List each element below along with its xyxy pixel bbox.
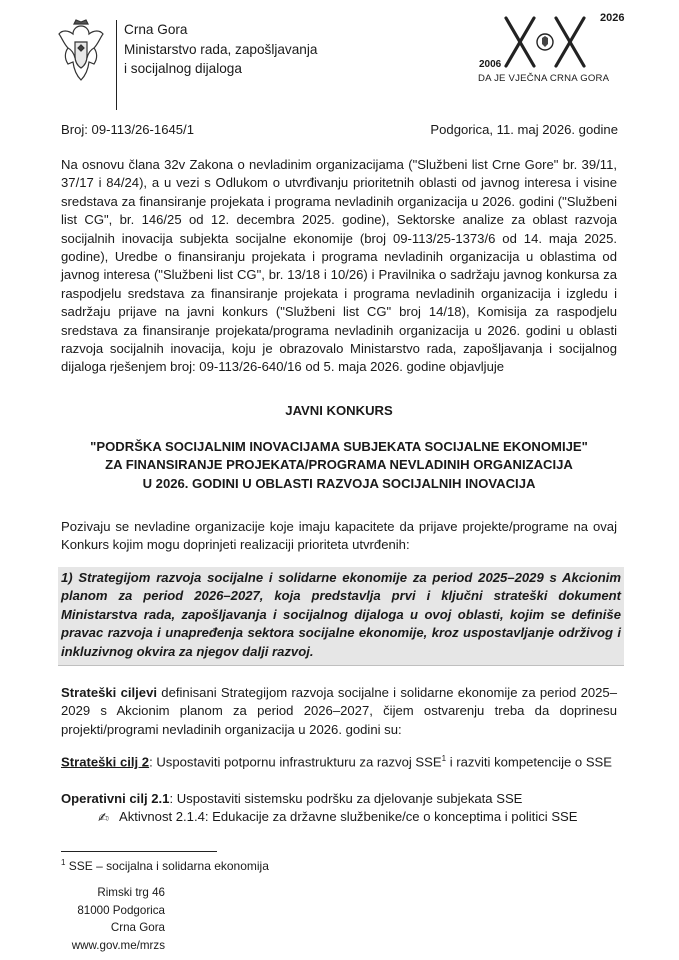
address-line: Rimski trg 46 [97,886,165,899]
website-link[interactable]: www.gov.me/mrzs [71,939,165,953]
footnote-text: SSE – socijalna i solidarna ekonomija [65,859,269,873]
subtitle-line: ZA FINANSIRANJE PROJEKATA/PROGRAMA NEVLADINIH ORGANIZACIJA [105,457,573,473]
address-line: 81000 Podgorica [77,903,165,917]
strategic-goal-2 [61,750,661,772]
footnote-reference: 1 [441,754,447,763]
invitation-paragraph: Pozivaju se nevladine organizacije koje imaju kapacitete da prijave projekte/programe na ovaj Konkurs kojim mogu doprinjeti realizaciji prioriteta utvrđenih: [61,519,617,553]
ministry-line: Ministarstvo rada, zapošljavanja [124,41,318,57]
strategic-goal-lead: Strateški cilj 2 [61,754,150,770]
jubilee-year-right: 2026 [600,12,625,24]
document-title: JAVNI KONKURS [285,403,393,418]
strategic-goals-text: definisani Strategijom razvoja socijalne i solidarne ekonomije za period 2025–2029 s Akcionim planom za period 2026–2027, čijem ostvarenju treba da doprinesu projekti/programi nevladinih organizacija u 2026. godini su: [61,685,617,737]
activity-item: Aktivnost 2.1.4: Edukacije za državne službenike/ce o konceptima i politici SSE [119,809,578,824]
place-and-date: Podgorica, 11. maj 2026. godine [430,122,618,137]
operational-goal-lead: Operativni cilj 2.1 [61,791,170,806]
address-line: Crna Gora [110,921,165,935]
subtitle-line: "PODRŠKA SOCIJALNIM INOVACIJAMA SUBJEKATA SOCIJALNE EKONOMIJE" [90,439,588,454]
document-number: Broj: 09-113/26-1645/1 [61,122,194,137]
operational-goal [61,790,641,808]
subtitle-line: U 2026. GODINI U OBLASTI RAZVOJA SOCIJALNIH INOVACIJA [142,475,536,491]
document-subtitle [61,438,617,493]
ministry-line: Crna Gora [124,22,188,37]
strategic-goal-text: : Uspostaviti potpornu infrastrukturu za razvoj SSE [149,754,442,770]
pencil-bullet-icon: ✍ [98,810,109,825]
footnote [61,858,269,873]
footnote-divider [61,851,217,852]
ministry-name [124,20,317,79]
strategic-goal-text-after: i razviti kompetencije o SSE [446,754,613,770]
strategic-goals-lead: Strateški ciljevi [61,685,158,700]
operational-goal-text: : Uspostaviti sistemsku podršku za djelovanje subjekata SSE [169,791,523,806]
legal-basis-paragraph: Na osnovu člana 32v Zakona o nevladinim organizacijama ("Službeni list Crne Gore" br. 39/11, 37/17 i 84/24), a u vezi s Odlukom o utvrđivanju prioritetnih oblasti od javnog interesa i visine sredstava za finansiranje projekata i programa nevladinih organizacija u 2026. godini ("Službeni list CG", br. 146/25 od 12. decembra 2025. godine), Sektorske analize za oblast razvoja socijalnih inovacija subjekta socijalne ekonomije (broj 09-113/25-1373/6 od 14. maja 2025. godine), Uredbe o finansiranju projekata i programa nevladinih organizacija u oblastima od javnog interesa ("Službeni list CG", br. 13/18 i 10/26) i Pravilnika o sadržaju javnog konkursa za raspodjelu sredstava za finansiranje projekata i programa nevladinih organizacija i izgledu i sadržaju prijave na javni konkurs ("Službeni list CG" broj 14/18), Komisija za raspodjelu sredstava za finansiranje projekata/programa nevladinih organizacija u 2026. godini u oblasti razvoja socijalnih inovacija, koju je obrazovalo Ministarstvo rada, zapošljavanja i socijalnog dijaloga rješenjem broj: 09-113/26-640/16 od 5. maja 2026. godine objavljuje [61,157,617,375]
jubilee-year-left: 2006 [479,59,502,70]
strategic-goals-paragraph [61,684,617,739]
footnote-mark: 1 [61,858,66,867]
ministry-line: i socijalnog dijaloga [124,61,242,76]
coat-of-arms-logo [56,18,106,84]
jubilee-motto: DA JE VJEČNA CRNA GORA [478,73,610,84]
header-divider [116,20,117,110]
priority-box: 1) Strategijom razvoja socijalne i solidarne ekonomije za period 2025–2029 s Akcionim planom za period 2026–2027, koja predstavlja prvi i ključni strateški dokument Ministarstva rada, zapošljavanja i socijalnog dijaloga u ovoj oblasti, kojim se definiše pravac razvoja i unapređenja sektora socijalne ekonomije, kroz uspostavljanje održivog i inkluzivnog okvira za njegov dalji razvoj. [58,567,624,666]
ministry-address [61,884,165,955]
